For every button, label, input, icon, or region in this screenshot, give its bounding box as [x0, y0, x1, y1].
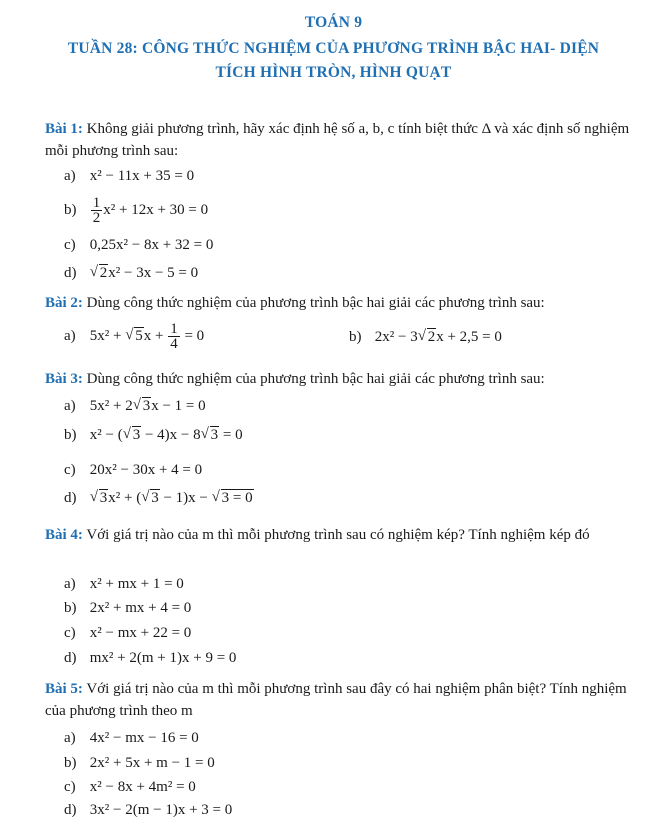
bai1-text: Không giải phương trình, hãy xác định hệ số a, b, c tính biệt thức Δ và xác định số nghiệm mỗi phương trình sau:	[45, 121, 630, 159]
equation: x² − 11x + 35 = 0	[89, 168, 195, 184]
fraction-denominator: 2	[92, 210, 101, 226]
bai3-item-b	[64, 427, 243, 444]
bai5-item-b	[64, 755, 215, 772]
bai1-item-c	[64, 237, 213, 254]
item-letter: b)	[64, 600, 77, 616]
radical	[90, 490, 109, 507]
radical	[201, 427, 220, 444]
radical	[141, 490, 160, 507]
fraction	[168, 322, 180, 351]
equation: x² + mx + 1 = 0	[89, 576, 184, 592]
radicand: 3	[132, 427, 141, 443]
radicand: 2	[427, 329, 436, 345]
radical	[125, 328, 144, 345]
bai3-item-a	[64, 398, 206, 415]
bai4-label: Bài 4:	[45, 527, 83, 543]
bai2-item-b	[349, 329, 502, 346]
equation-part: x² + (	[108, 490, 142, 506]
equation: mx² + 2(m + 1)x + 9 = 0	[89, 650, 237, 666]
bai3-item-c	[64, 462, 202, 479]
item-letter: d)	[64, 265, 77, 281]
week-title-line1: TUẦN 28: CÔNG THỨC NGHIỆM CỦA PHƯƠNG TRÌNH BẬC HAI- DIỆN	[67, 40, 600, 57]
item-letter: a)	[64, 327, 76, 344]
bai2-label: Bài 2:	[45, 295, 83, 311]
item-letter: b)	[64, 427, 77, 443]
item-letter: d)	[64, 490, 77, 506]
radicand: 3	[210, 427, 219, 443]
equation-part: = 0	[180, 327, 205, 344]
bai1-prompt	[45, 118, 635, 162]
bai5-text: Với giá trị nào của m thì mỗi phương trình sau đây có hai nghiệm phân biệt? Tính nghiệm của phương trình theo m	[45, 681, 627, 719]
item-letter: b)	[349, 329, 362, 345]
equation: 2x² + 5x + m − 1 = 0	[89, 755, 215, 771]
equation-part: = 0	[219, 427, 243, 443]
item-letter: a)	[64, 398, 76, 414]
bai5-label: Bài 5:	[45, 681, 83, 697]
equation: x² − mx + 22 = 0	[89, 625, 192, 641]
item-letter: a)	[64, 576, 76, 592]
fraction-numerator: 1	[92, 195, 101, 211]
radical	[123, 427, 142, 444]
bai3-prompt	[45, 368, 635, 390]
bai5-item-d	[64, 802, 232, 819]
radicand: 2	[99, 265, 108, 281]
radical	[418, 329, 437, 346]
item-letter: d)	[64, 802, 77, 818]
bai2-text: Dùng công thức nghiệm của phương trình bậc hai giải các phương trình sau:	[86, 295, 545, 311]
bai4-item-d	[64, 650, 236, 667]
item-letter: a)	[64, 168, 76, 184]
fraction	[91, 196, 103, 225]
radicand: 3 = 0	[221, 490, 253, 506]
equation: 2x² + mx + 4 = 0	[89, 600, 192, 616]
item-letter: c)	[64, 237, 76, 253]
bai4-text: Với giá trị nào của m thì mỗi phương trình sau có nghiệm kép? Tính nghiệm kép đó	[86, 527, 590, 543]
radical	[212, 490, 254, 507]
subject-title: TOÁN 9	[304, 14, 363, 31]
fraction-numerator: 1	[170, 321, 178, 337]
bai4-prompt	[45, 524, 635, 546]
bai4-item-b	[64, 600, 191, 617]
item-letter: c)	[64, 779, 76, 795]
bai3-item-d	[64, 490, 254, 507]
equation-part: x² − (	[89, 427, 123, 443]
bai1-item-d	[64, 265, 198, 282]
equation: x² − 8x + 4m² = 0	[89, 779, 196, 795]
equation-part: 5x² + 2	[89, 398, 133, 414]
equation: 3x² − 2(m − 1)x + 3 = 0	[89, 802, 233, 818]
radicand: 5	[135, 327, 143, 344]
radicand: 3	[151, 490, 159, 506]
bai1-label: Bài 1:	[45, 121, 83, 137]
equation-part: 2x² − 3	[374, 329, 418, 345]
radical	[133, 398, 152, 415]
fraction-denominator: 4	[170, 336, 178, 352]
bai1-item-b	[64, 196, 208, 225]
equation: x² + 12x + 30 = 0	[103, 201, 209, 218]
item-letter: d)	[64, 650, 77, 666]
equation: x² − 3x − 5 = 0	[108, 265, 199, 281]
equation-part: − 1)x −	[159, 490, 212, 506]
radicand: 3	[142, 398, 151, 414]
equation-part: 5x² +	[89, 327, 126, 344]
equation: 20x² − 30x + 4 = 0	[89, 462, 203, 478]
equation-part: x + 2,5 = 0	[436, 329, 502, 345]
bai2-item-a	[64, 322, 204, 351]
item-letter: a)	[64, 730, 76, 746]
equation: 4x² − mx − 16 = 0	[89, 730, 199, 746]
week-title-line2: TÍCH HÌNH TRÒN, HÌNH QUẠT	[215, 64, 452, 81]
equation-part: x +	[143, 327, 168, 344]
item-letter: c)	[64, 462, 76, 478]
bai3-text: Dùng công thức nghiệm của phương trình bậc hai giải các phương trình sau:	[86, 371, 545, 387]
item-letter: c)	[64, 625, 76, 641]
bai1-item-a	[64, 168, 194, 185]
bai2-prompt	[45, 292, 635, 314]
bai3-label: Bài 3:	[45, 371, 83, 387]
radicand: 3	[99, 490, 108, 506]
equation-part: x − 1 = 0	[151, 398, 206, 414]
bai5-item-c	[64, 779, 196, 796]
bai4-item-a	[64, 576, 184, 593]
radical	[90, 265, 109, 282]
item-letter: b)	[64, 755, 77, 771]
equation: 0,25x² − 8x + 32 = 0	[89, 237, 214, 253]
bai5-item-a	[64, 730, 199, 747]
equation-part: − 4)x − 8	[141, 427, 201, 443]
bai5-prompt	[45, 678, 635, 722]
bai4-item-c	[64, 625, 191, 642]
item-letter: b)	[64, 201, 77, 218]
